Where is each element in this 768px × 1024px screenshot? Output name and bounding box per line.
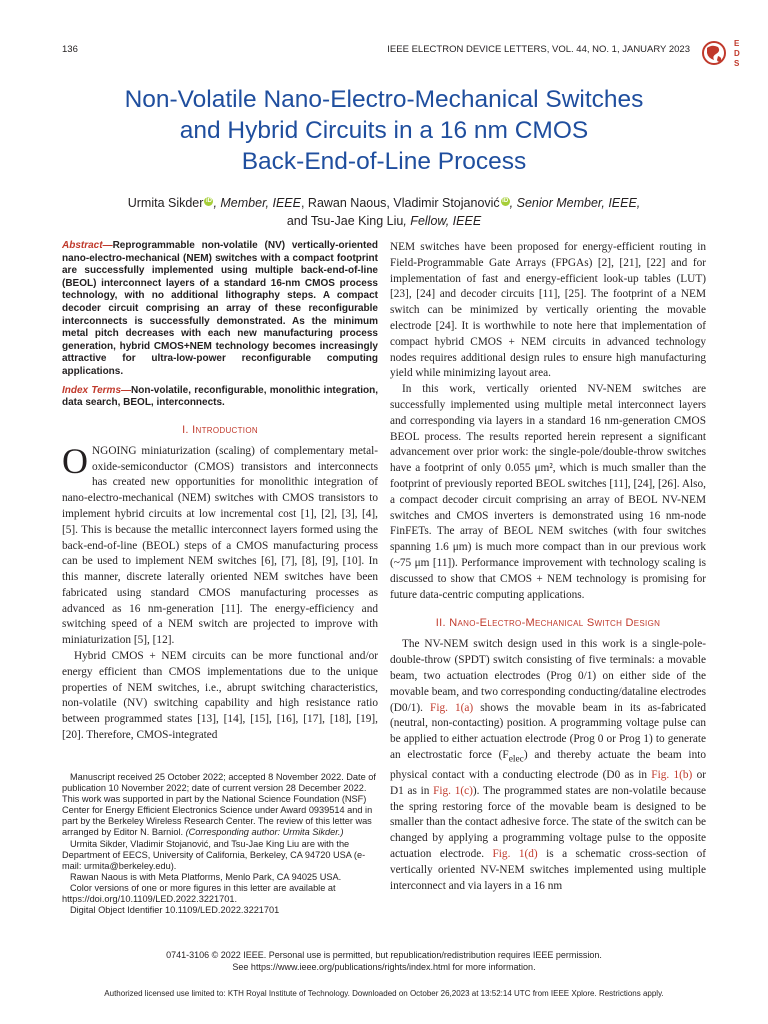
section-numeral: I.: [182, 423, 193, 436]
running-header: [62, 39, 740, 68]
abstract-label: Abstract—: [62, 240, 113, 251]
introduction-continued: [390, 240, 706, 603]
paragraph-text: ). The programmed states are non-volatile because the spring restoring force of the movable beam is designed to be smaller than the contact adhesive force. The state of the switch can be changed by applying a programming voltage pulse to the opposite actuation electrode.: [390, 784, 707, 860]
nem-design-body: [390, 637, 706, 894]
globe-continent: [707, 46, 719, 60]
author-role: , Senior Member, IEEE,: [509, 196, 641, 210]
introduction-body: [62, 440, 378, 744]
footnote-text: Manuscript received 25 October 2022; accepted 8 November 2022. Date of publication 10 November 2022; date of current version 28 December 2022. This work was supported in part by the National Science Foundation (NSF) Center for Energy Efficient Electronics Science under Award 0939514 and in part by the Berkeley Wireless Research Center. The review of this letter was arranged by Editor N. Barniol.: [62, 772, 376, 838]
paragraph-text: is a schematic cross-section of vertically oriented NV-NEM switches implemented using multiple interconnect and via layers in a 16 nm: [390, 847, 706, 892]
globe-continent-2: [717, 56, 721, 62]
footnote-color-note: Color versions of one or more figures in this letter are available at https://doi.org/10.1109/LED.2022.3221701.: [62, 882, 336, 905]
title-line-1: Non-Volatile Nano-Electro-Mechanical Switches: [124, 86, 644, 113]
subscript: elec: [508, 754, 524, 765]
journal-name: IEEE ELECTRON DEVICE LETTERS, VOL. 44, NO. 1, JANUARY 2023: [387, 44, 690, 55]
figure-link[interactable]: Fig. 1(b): [651, 768, 693, 781]
author-line-1: [40, 194, 728, 212]
rights-line: See https://www.ieee.org/publications/rights/index.html for more information.: [232, 961, 536, 972]
paragraph: NEM switches have been proposed for energy-efficient routing in Field-Programmable Gate Arrays (FPGAs) [2], [21], [22] and for implementation of fast and energy-efficient look-up tables (LUT) [23], [24] and decoder circuits [11], [25]. The footprint of a NEM switch can be minimized by vertically orienting the movable electrode [24]. It is worthwhile to note here that implementation of compact hybrid CMOS + NEM circuits in advanced technology nodes requires additional design rules to ensure high manufacturing yield while minimizing layout area.: [390, 241, 706, 380]
author-role: , Member, IEEE: [213, 196, 301, 210]
author-role: , Fellow, IEEE: [403, 214, 482, 228]
abstract: [62, 240, 378, 379]
author-name: and Tsu-Jae King Liu: [286, 214, 404, 228]
logo-letter-d: D: [734, 49, 740, 58]
left-column: [62, 240, 378, 744]
paper-title: [40, 84, 728, 177]
index-terms-text: Non-volatile, reconfigurable, monolithic integration, data search, BEOL, interconnects.: [62, 384, 378, 409]
page-number: 136: [62, 44, 78, 55]
figure-link[interactable]: Fig. 1(d): [492, 847, 538, 860]
author-list: [40, 194, 728, 230]
title-line-3: Back-End-of-Line Process: [241, 148, 527, 175]
section-title: Introduction: [192, 423, 258, 436]
logo-letter-s: S: [734, 59, 740, 68]
section-heading-introduction: [62, 424, 378, 436]
paragraph-text: ) and thereby actuate the beam into physical contact with a conducting electrode (D0 as in: [390, 748, 706, 781]
lead-word: NGOING: [92, 444, 137, 457]
right-column: [390, 240, 706, 894]
copyright-line: 0741-3106 © 2022 IEEE. Personal use is permitted, but republication/redistribution requires IEEE permission.: [166, 950, 602, 960]
title-line-2: and Hybrid Circuits in a 16 nm CMOS: [179, 117, 589, 144]
author-name: Urmita Sikder: [127, 196, 204, 210]
license-notice: Authorized licensed use limited to: KTH Royal Institute of Technology. Downloaded on October 26,2023 at 13:52:14 UTC from IEEE Xplore. Restrictions apply.: [104, 989, 664, 998]
section-title: Nano-Electro-Mechanical Switch Design: [449, 617, 661, 630]
footnote: [62, 772, 378, 916]
section-numeral: II.: [435, 617, 450, 630]
figure-link[interactable]: Fig. 1(c): [433, 784, 473, 797]
logo-letter-e: E: [734, 39, 740, 48]
index-terms: [62, 385, 378, 410]
figure-link[interactable]: Fig. 1(a): [430, 701, 474, 714]
paragraph-text: shows the movable beam in its as-fabricated (neutral, non-contacting) position. A programming voltage pulse can be applied to either actuation electrode (Prog 0 or Prog 1) to generate an electrostatic force (F: [390, 701, 706, 761]
paragraph-text: miniaturization (scaling) of complementary metal-oxide-semiconductor (CMOS) transistors and interconnects has created new opportunities for monolithic integration of nano-electro-mechanical (NEM) switches with CMOS transistors to implement hybrid circuits at low incremental cost [1], [2], [3], [4], [5]. This is because the metallic interconnect layers formed using the back-end-of-line (BEOL) steps of a CMOS manufacturing process can be used to implement NEM switches [6], [7], [8], [9], [10]. In this manner, discrete laterally oriented NEM switches have been fabricated using standard CMOS manufacturing processes as advanced as 16 nm-generation [11]. The energy-efficiency and switching speed of a NEM switch are projected to improve with miniaturization [5], [12].: [62, 444, 378, 647]
abstract-text: Reprogrammable non-volatile (NV) vertically-oriented nano-electro-mechanical (NEM) switches with a compact footprint are successfully implemented using multiple back-end-of-line (BEOL) interconnect layers of a standard 16-nm CMOS process technology, with no additional lithography steps. A compact decoder circuit comprising an array of these reconfigurable interconnects is successfully demonstrated. As the minimum metal pitch decreases with each new manufacturing process generation, hybrid CMOS+NEM technology becomes increasingly attractive for ultra-low-power reconfigurable computing applications.: [62, 240, 378, 377]
orcid-icon[interactable]: iD: [502, 198, 509, 204]
paragraph: [390, 637, 706, 894]
author-line-2: [40, 212, 728, 230]
paragraph-text: or D1 as in: [390, 768, 706, 797]
footnote-manuscript: [62, 772, 378, 839]
copyright-footer: [62, 950, 706, 973]
paragraph-text: The NV-NEM switch design used in this work is a single-pole-double-throw (SPDT) switch consisting of five terminals: a movable beam, two actuation electrodes (Prog 0/1) on either side of the movable beam, and two corresponding conducting/dataline electrodes (D0/1).: [390, 638, 706, 714]
drop-cap: O: [62, 440, 88, 481]
paragraph: In this work, vertically oriented NV-NEM switches are successfully implemented using multiple metal interconnect layers and corresponding via layers in a standard 16 nm-generation CMOS BEOL process. The results reported herein represent a significant advancement over prior work: the single-pole/double-throw switches have a footprint of only 0.055 μm², which is much smaller than the footprint of previously reported BEOL switches [11], [24], [26]. Also, a compact decoder circuit comprising an array of BEOL NV-NEM switches and CMOS inverters is demonstrated using 16 nm-node FinFETs. The array of BEOL NEM switches (with four switches spanning 1.6 μm) is much more compact than in our previous work (~75 μm [11]). Performance improvement with technology scaling is discussed to show that CMOS + NEM technology is promising for future data-centric computing applications.: [390, 383, 706, 601]
eds-logo: [694, 36, 750, 70]
paragraph: [62, 440, 378, 649]
corresponding-author: (Corresponding author: Urmita Sikder.): [185, 827, 344, 838]
footnote-affiliation: Urmita Sikder, Vladimir Stojanović, and Tsu-Jae King Liu are with the Department of EECS, University of California, Berkeley, CA 94720 USA (e-mail: urmita@berkeley.edu).: [62, 838, 366, 871]
footnote-affiliation: Rawan Naous is with Meta Platforms, Menlo Park, CA 94025 USA.: [70, 871, 342, 882]
section-heading-nem-design: [390, 617, 706, 629]
author-name: , Rawan Naous, Vladimir Stojanović: [300, 196, 500, 210]
footnote-doi: Digital Object Identifier 10.1109/LED.2022.3221701: [70, 905, 280, 916]
paragraph: Hybrid CMOS + NEM circuits can be more functional and/or energy efficient than CMOS implementations due to the unique properties of NEM switches, i.e., abrupt switching characteristics, non-volatile (NV) switching capability and high resistance ratio between programmed states [13], [14], [15], [16], [17], [18], [19], [20]. Therefore, CMOS-integrated: [62, 650, 378, 742]
orcid-icon[interactable]: iD: [205, 198, 212, 204]
index-terms-label: Index Terms—: [62, 384, 132, 396]
